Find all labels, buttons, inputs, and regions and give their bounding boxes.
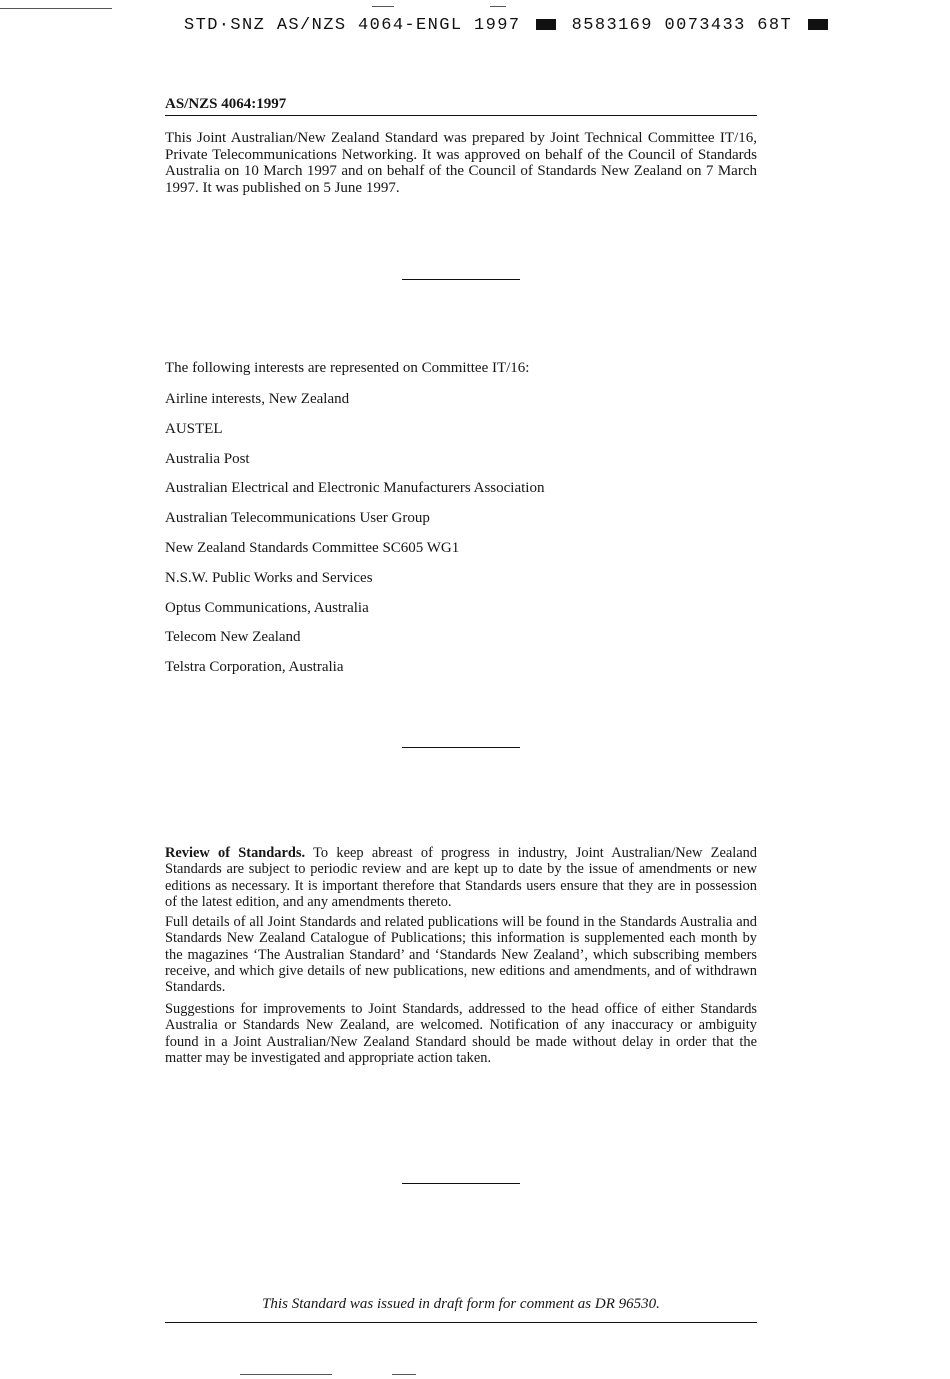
scan-mark (392, 1374, 416, 1375)
scan-mark (490, 6, 506, 7)
committee-member: Australian Electrical and Electronic Manufacturers Association (165, 480, 545, 497)
section-divider (402, 279, 520, 280)
scan-mark (372, 6, 394, 7)
scan-mark (0, 8, 112, 9)
committee-member: Australian Telecommunications User Group (165, 510, 430, 527)
section-divider (402, 747, 520, 748)
suggestions-paragraph: Suggestions for improvements to Joint Standards, addressed to the head office of either Standards Australia or Standards New Zealand, are welcomed. Notification of any inaccuracy or ambiguity found in a Joint Australian/New Zealand Standard should be made without delay in order that the matter may be investigated and appropriate action taken. (165, 1001, 757, 1066)
committee-member: New Zealand Standards Committee SC605 WG1 (165, 539, 460, 556)
committee-member: Airline interests, New Zealand (165, 391, 350, 407)
footer-rule (165, 1322, 757, 1323)
section-divider (402, 1183, 520, 1184)
draft-footnote: This Standard was issued in draft form for comment as DR 96530. (262, 1296, 660, 1312)
committee-member: Telstra Corporation, Australia (165, 659, 344, 676)
intro-paragraph: This Joint Australian/New Zealand Standard was prepared by Joint Technical Committee IT/16, Private Telecommunications Networking. It was approved on behalf of the Council of Standards Australia on 10 March 1997 and on behalf of the Council of Standards New Zealand on 7 March 1997. It was published on 5 June 1997. (165, 130, 757, 196)
catalog-number: 8583169 0073433 68T (571, 16, 793, 35)
committee-member: Telecom New Zealand (165, 629, 301, 646)
barcode-block-icon (808, 19, 828, 30)
committee-member: N.S.W. Public Works and Services (165, 569, 373, 586)
document-id: AS/NZS 4064:1997 (165, 96, 287, 112)
scan-mark (240, 1374, 332, 1375)
committee-intro: The following interests are represented on Committee IT/16: (165, 360, 530, 376)
barcode-block-icon (536, 19, 556, 30)
committee-member: AUSTEL (165, 420, 223, 437)
review-text: To keep abreast of progress in industry, Joint Australian/New Zealand Standards are subject to periodic review and are kept up to date by the issue of amendments or new editions as necessary. It is important therefore that Standards users ensure that they are in possession of the latest edition, and any amendments thereto. (165, 845, 757, 910)
committee-member: Australia Post (165, 450, 250, 467)
committee-member: Optus Communications, Australia (165, 599, 369, 616)
committee-list (165, 390, 544, 688)
review-paragraph (165, 845, 757, 910)
catalog-header (184, 16, 832, 35)
header-rule (165, 115, 757, 116)
review-heading: Review of Standards. (165, 845, 306, 861)
catalog-code: STD·SNZ AS/NZS 4064-ENGL 1997 (184, 16, 521, 35)
catalogue-paragraph: Full details of all Joint Standards and related publications will be found in the Standards Australia and Standards New Zealand Catalogue of Publications; this information is supplemented each month by the magazines ‘The Australian Standard’ and ‘Standards New Zealand’, which subscribing members receive, and which give details of new publications, new editions and amendments, and of withdrawn Standards. (165, 914, 757, 996)
